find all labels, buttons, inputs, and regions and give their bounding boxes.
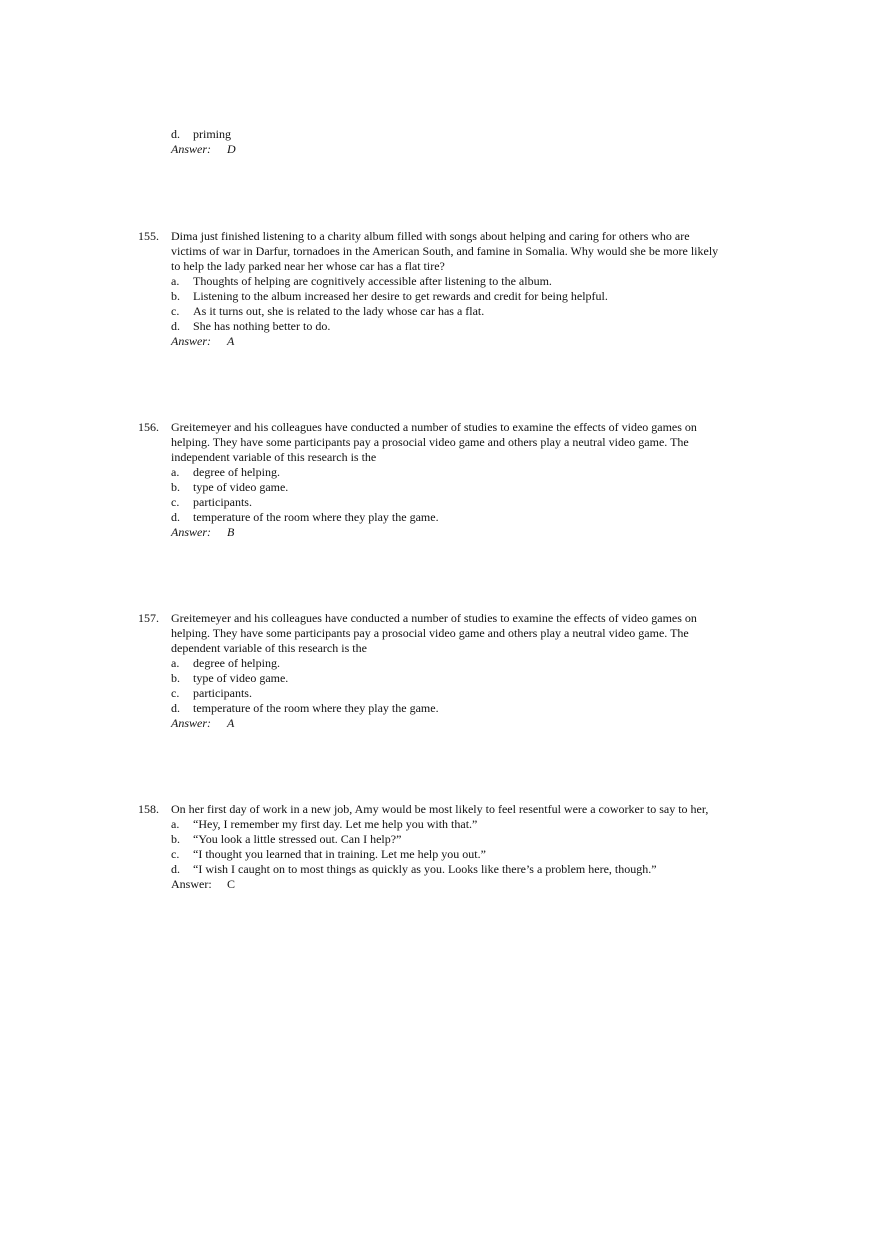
option-letter: a. — [171, 656, 180, 670]
option-text: As it turns out, she is related to the lady whose car has a flat. — [193, 304, 485, 318]
option-text: participants. — [193, 686, 252, 700]
option-text: degree of helping. — [193, 656, 280, 670]
answer-value: B — [227, 525, 235, 539]
question-stem-text: independent variable of this research is the — [171, 450, 377, 464]
option-letter: b. — [171, 480, 180, 494]
option-a — [138, 817, 758, 832]
previous-question-tail — [138, 127, 758, 157]
answer-line — [138, 716, 758, 731]
option-c — [138, 495, 758, 510]
question-number: 158. — [138, 802, 159, 816]
option-text: “I wish I caught on to most things as quickly as you. Looks like there’s a problem here, though.” — [193, 862, 657, 876]
option-letter: a. — [171, 274, 180, 288]
question-stem-line — [138, 229, 758, 244]
answer-value: A — [227, 334, 235, 348]
option-text: participants. — [193, 495, 252, 509]
option-letter: d. — [171, 701, 180, 715]
option-letter: b. — [171, 289, 180, 303]
option-letter: d. — [171, 862, 180, 876]
option-letter: b. — [171, 671, 180, 685]
answer-label: Answer: — [171, 142, 211, 156]
option-letter: a. — [171, 817, 180, 831]
question-stem-line — [138, 244, 758, 259]
option-a — [138, 465, 758, 480]
option-text: “Hey, I remember my first day. Let me help you with that.” — [193, 817, 478, 831]
option-b — [138, 480, 758, 495]
question-stem-text: dependent variable of this research is the — [171, 641, 367, 655]
option-letter: d. — [171, 319, 180, 333]
option-d — [138, 862, 758, 877]
answer-label: Answer: — [171, 877, 212, 891]
option-letter: a. — [171, 465, 180, 479]
option-c — [138, 304, 758, 319]
question-157 — [138, 611, 758, 731]
option-text: Listening to the album increased her desire to get rewards and credit for being helpful. — [193, 289, 608, 303]
answer-line — [138, 525, 758, 540]
question-stem-line — [138, 802, 758, 817]
question-stem-text: victims of war in Darfur, tornadoes in the American South, and famine in Somalia. Why would she be more likely — [171, 244, 719, 258]
question-156 — [138, 420, 758, 540]
option-text: temperature of the room where they play the game. — [193, 701, 439, 715]
question-number: 156. — [138, 420, 159, 434]
question-stem-line — [138, 435, 758, 450]
option-letter: c. — [171, 686, 180, 700]
option-text: “I thought you learned that in training. Let me help you out.” — [193, 847, 486, 861]
answer-line — [138, 877, 758, 892]
option-text: Thoughts of helping are cognitively accessible after listening to the album. — [193, 274, 552, 288]
answer-label: Answer: — [171, 525, 211, 539]
option-a — [138, 656, 758, 671]
option-c — [138, 847, 758, 862]
question-stem-text: helping. They have some participants pay a prosocial video game and others play a neutral video game. The — [171, 626, 689, 640]
option-text: type of video game. — [193, 480, 289, 494]
option-letter: c. — [171, 495, 180, 509]
question-stem-text: Dima just finished listening to a charity album filled with songs about helping and caring for others who are — [171, 229, 690, 243]
option-letter: d. — [171, 510, 180, 524]
answer-value: C — [227, 877, 236, 891]
option-letter: b. — [171, 832, 180, 846]
answer-value: D — [227, 142, 236, 156]
option-d — [138, 319, 758, 334]
answer-label: Answer: — [171, 716, 211, 730]
option-d — [138, 701, 758, 716]
answer-value: A — [227, 716, 235, 730]
question-stem-line — [138, 641, 758, 656]
option-text: type of video game. — [193, 671, 289, 685]
question-stem-text: Greitemeyer and his colleagues have conducted a number of studies to examine the effects of video games on — [171, 611, 697, 625]
answer-line — [138, 142, 758, 157]
option-text: priming — [193, 127, 231, 141]
question-stem-line — [138, 450, 758, 465]
option-b — [138, 671, 758, 686]
option-text: temperature of the room where they play the game. — [193, 510, 439, 524]
option-b — [138, 832, 758, 847]
answer-line — [138, 334, 758, 349]
question-155 — [138, 229, 758, 349]
question-stem-text: helping. They have some participants pay a prosocial video game and others play a neutral video game. The — [171, 435, 689, 449]
question-stem-line — [138, 626, 758, 641]
question-stem-text: Greitemeyer and his colleagues have conducted a number of studies to examine the effects of video games on — [171, 420, 697, 434]
option-letter: c. — [171, 304, 180, 318]
option-letter: d. — [171, 127, 180, 141]
option-text: degree of helping. — [193, 465, 280, 479]
question-158 — [138, 802, 758, 892]
question-number: 155. — [138, 229, 159, 243]
question-stem-text: On her first day of work in a new job, Amy would be most likely to feel resentful were a coworker to say to her, — [171, 802, 709, 816]
option-a — [138, 274, 758, 289]
question-number: 157. — [138, 611, 159, 625]
question-stem-line — [138, 420, 758, 435]
option-text: “You look a little stressed out. Can I help?” — [193, 832, 402, 846]
option-d — [138, 510, 758, 525]
option-d — [138, 127, 758, 142]
answer-label: Answer: — [171, 334, 211, 348]
option-text: She has nothing better to do. — [193, 319, 331, 333]
question-stem-line — [138, 259, 758, 274]
option-b — [138, 289, 758, 304]
question-stem-line — [138, 611, 758, 626]
option-c — [138, 686, 758, 701]
question-stem-text: to help the lady parked near her whose car has a flat tire? — [171, 259, 445, 273]
option-letter: c. — [171, 847, 180, 861]
